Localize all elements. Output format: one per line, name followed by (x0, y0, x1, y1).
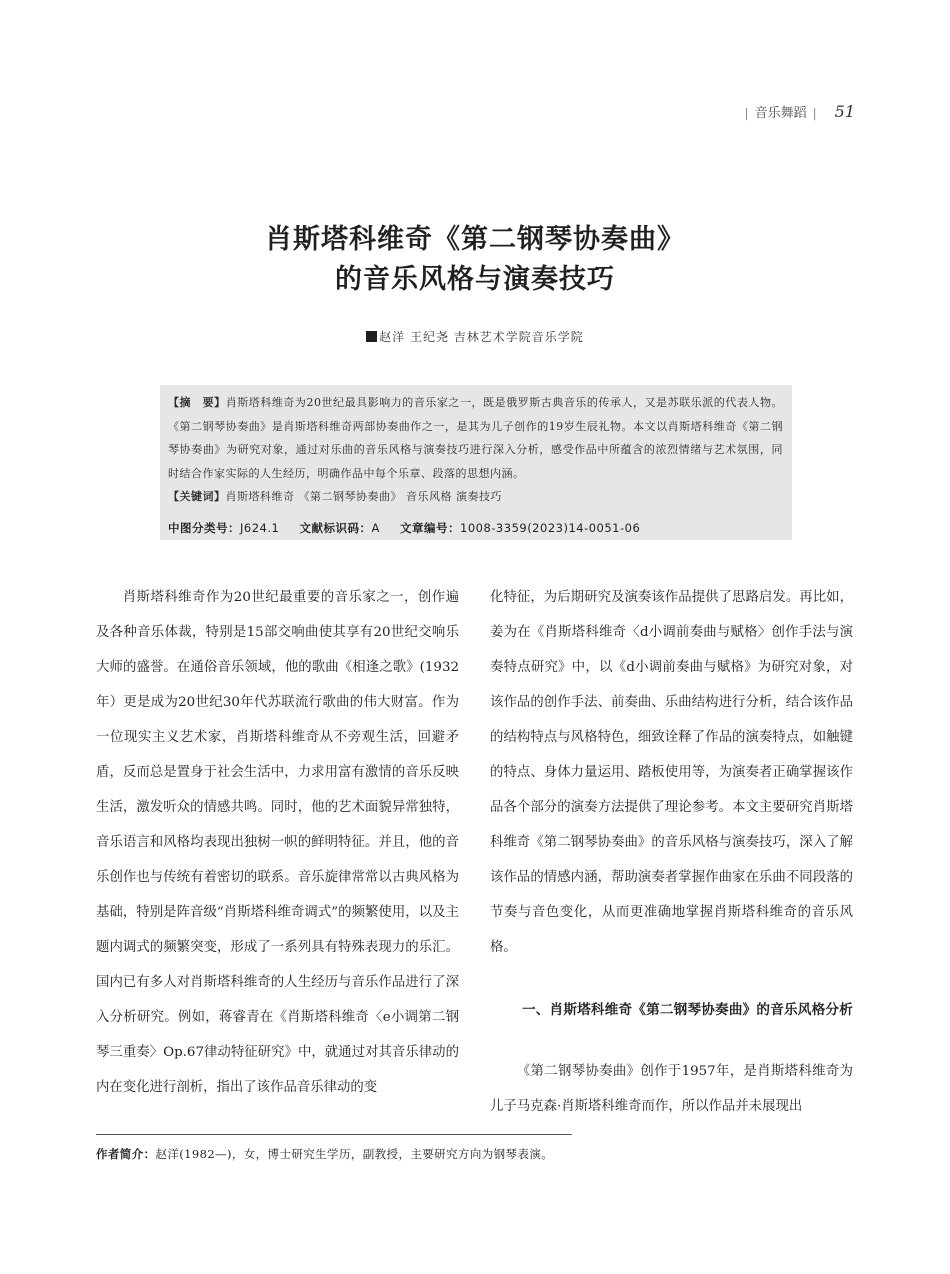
section-heading: 一、肖斯塔科维奇《第二钢琴协奏曲》的音乐风格分析 (521, 1002, 853, 1018)
header-section: 音乐舞蹈 (754, 106, 807, 121)
running-header (745, 102, 855, 121)
author-marker-square (366, 331, 377, 342)
body-column-right (490, 580, 853, 1124)
article-title (0, 220, 950, 300)
body-column-left (96, 580, 459, 1105)
abstract-text: 肖斯塔科维奇为20世纪最具影响力的音乐家之一，既是俄罗斯古典音乐的传承人，又是苏联乐派的代表人物。《第二钢琴协奏曲》是肖斯塔科维奇两部协奏曲作之一，是其为儿子创作的19岁生辰礼物。本文以肖斯塔科维奇《第二钢琴协奏曲》为研究对象，通过对乐曲的音乐风格与演奏技巧进行深入分析，感受作品中所蕴含的浓烈情绪与艺术氛围，同时结合作家实际的人生经历，明确作品中每个乐章、段落的思想内涵。 (168, 396, 784, 480)
body-paragraph: 《第二钢琴协奏曲》创作于1957年，是肖斯塔科维奇为儿子马克森·肖斯塔科维奇而作，所以作品并未展现出 (490, 1064, 853, 1114)
header-separator-left: | (744, 106, 749, 120)
title-line-2: 的音乐风格与演奏技巧 (335, 264, 615, 295)
abstract-paragraph (168, 391, 783, 485)
footnote-label: 作者简介： (96, 1147, 156, 1161)
keywords-text: 肖斯塔科维奇 《第二钢琴协奏曲》 音乐风格 演奏技巧 (225, 490, 502, 503)
authors-text: 赵洋 王纪尧 吉林艺术学院音乐学院 (379, 330, 584, 344)
doc-code-label: 文献标识码： (299, 520, 372, 535)
keywords-label: 【关键词】 (168, 490, 226, 503)
author-line (0, 328, 950, 345)
footnote-divider (96, 1134, 572, 1135)
footnote-text: 赵洋(1982—)，女，博士研究生学历，副教授，主要研究方向为钢琴表演。 (155, 1147, 554, 1161)
keywords-line (168, 485, 783, 509)
clc-label: 中图分类号： (168, 520, 240, 535)
article-no-value: 1008-3359(2023)14-0051-06 (460, 520, 641, 535)
author-footnote (96, 1146, 856, 1162)
classification-line (168, 517, 783, 541)
article-no-label: 文章编号： (400, 520, 461, 535)
abstract-box (160, 385, 792, 540)
body-paragraph-continued: 化特征，为后期研究及演奏该作品提供了思路启发。再比如，姜为在《肖斯塔科维奇〈d小调前奏曲与赋格〉创作手法与演奏特点研究》中，以《d小调前奏曲与赋格》为研究对象，对该作品的创作手法、前奏曲、乐曲结构进行分析，结合该作品的结构特点与风格特色，细致诠释了作品的演奏特点，如触键的特点、身体力量运用、踏板使用等，为演奏者正确掌握该作品各个部分的演奏方法提供了理论参考。本文主要研究肖斯塔科维奇《第二钢琴协奏曲》的音乐风格与演奏技巧，深入了解该作品的情感内涵，帮助演奏者掌握作曲家在乐曲不同段落的节奏与音色变化，从而更准确地掌握肖斯塔科维奇的音乐风格。 (490, 590, 853, 955)
page-number: 51 (834, 102, 855, 121)
header-separator-right: | (812, 106, 817, 120)
doc-code-value: A (371, 520, 380, 535)
clc-value: J624.1 (240, 520, 280, 535)
body-paragraph: 肖斯塔科维奇作为20世纪最重要的音乐家之一，创作遍及各种音乐体裁，特别是15部交响曲使其享有20世纪交响乐大师的盛誉。在通俗音乐领域，他的歌曲《相逢之歌》(1932年）更是成为20世纪30年代苏联流行歌曲的伟大财富。作为一位现实主义艺术家，肖斯塔科维奇从不旁观生活，回避矛盾，反而总是置身于社会生活中，力求用富有激情的音乐反映生活，激发听众的情感共鸣。同时，他的艺术面貌异常独特，音乐语言和风格均表现出独树一帜的鲜明特征。并且，他的音乐创作也与传统有着密切的联系。音乐旋律常常以古典风格为基础，特别是阵音级“肖斯塔科维奇调式”的频繁使用，以及主题内调式的频繁突变，形成了一系列具有特殊表现力的乐汇。国内已有多人对肖斯塔科维奇的人生经历与音乐作品进行了深入分析研究。例如，蒋睿青在《肖斯塔科维奇〈e小调第二钢琴三重奏〉Op.67律动特征研究》中，就通过对其音乐律动的内在变化进行剖析，指出了该作品音乐律动的变 (96, 590, 459, 1095)
abstract-label: 【摘 要】 (168, 396, 226, 409)
title-line-1: 肖斯塔科维奇《第二钢琴协奏曲》 (265, 224, 685, 255)
